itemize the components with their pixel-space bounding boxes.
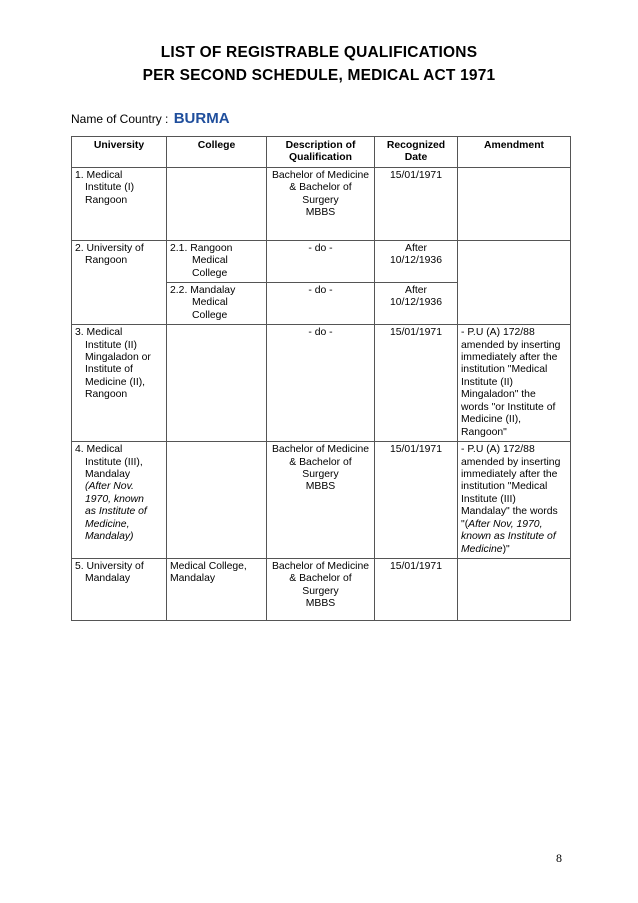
cell-university: 4. Medical Institute (III), Mandalay (After Nov. 1970, known as Institute of Medicine, Mandalay) [72, 442, 167, 559]
header-description: Description of Qualification [267, 137, 375, 168]
qualifications-table [71, 136, 571, 621]
cell-amendment: - P.U (A) 172/88 amended by inserting immediately after the institution "Medical Institute (II) Mingaladon" the words "or Institute of Medicine (II), Rangoon" [458, 325, 571, 442]
cell-amendment [458, 558, 571, 620]
cell-university: 2. University of Rangoon [72, 240, 167, 324]
page-number: 8 [556, 851, 562, 865]
country-label: Name of Country : [71, 112, 169, 126]
header-amendment: Amendment [458, 137, 571, 168]
cell-date: 15/01/1971 [375, 442, 458, 559]
header-university: University [72, 137, 167, 168]
table-row [72, 442, 571, 559]
document-title-line-2: PER SECOND SCHEDULE, MEDICAL ACT 1971 [142, 67, 496, 84]
cell-description: - do - [267, 240, 375, 282]
cell-description: Bachelor of Medicine & Bachelor of Surgery MBBS [267, 558, 375, 620]
table-header-row [72, 137, 571, 168]
cell-college: Medical College, Mandalay [167, 558, 267, 620]
cell-university: 1. Medical Institute (I) Rangoon [72, 167, 167, 240]
cell-date: 15/01/1971 [375, 558, 458, 620]
cell-college: 2.2. Mandalay Medical College [167, 283, 267, 325]
cell-university: 5. University of Mandalay [72, 558, 167, 620]
cell-description: Bachelor of Medicine & Bachelor of Surgery MBBS [267, 442, 375, 559]
table-row [72, 558, 571, 620]
cell-amendment [458, 167, 571, 240]
cell-description: - do - [267, 283, 375, 325]
cell-description: - do - [267, 325, 375, 442]
cell-college [167, 442, 267, 559]
document-title-line-1: LIST OF REGISTRABLE QUALIFICATIONS [160, 44, 478, 61]
table-row [72, 325, 571, 442]
cell-date: After 10/12/1936 [375, 283, 458, 325]
cell-amendment: - P.U (A) 172/88 amended by inserting immediately after the institution "Medical Institute (III) Mandalay" the words "(After Nov, 1970, known as Institute of Medicine)" [458, 442, 571, 559]
cell-date: 15/01/1971 [375, 167, 458, 240]
cell-date: 15/01/1971 [375, 325, 458, 442]
cell-university: 3. Medical Institute (II) Mingaladon or Institute of Medicine (II), Rangoon [72, 325, 167, 442]
cell-college: 2.1. Rangoon Medical College [167, 240, 267, 282]
cell-description: Bachelor of Medicine & Bachelor of Surgery MBBS [267, 167, 375, 240]
table-row [72, 240, 571, 282]
cell-college [167, 167, 267, 240]
table-row [72, 167, 571, 240]
cell-date: After 10/12/1936 [375, 240, 458, 282]
header-recognized-date: Recognized Date [375, 137, 458, 168]
country-line [71, 110, 230, 127]
cell-college [167, 325, 267, 442]
country-value: BURMA [173, 110, 230, 127]
header-college: College [167, 137, 267, 168]
cell-amendment [458, 240, 571, 324]
